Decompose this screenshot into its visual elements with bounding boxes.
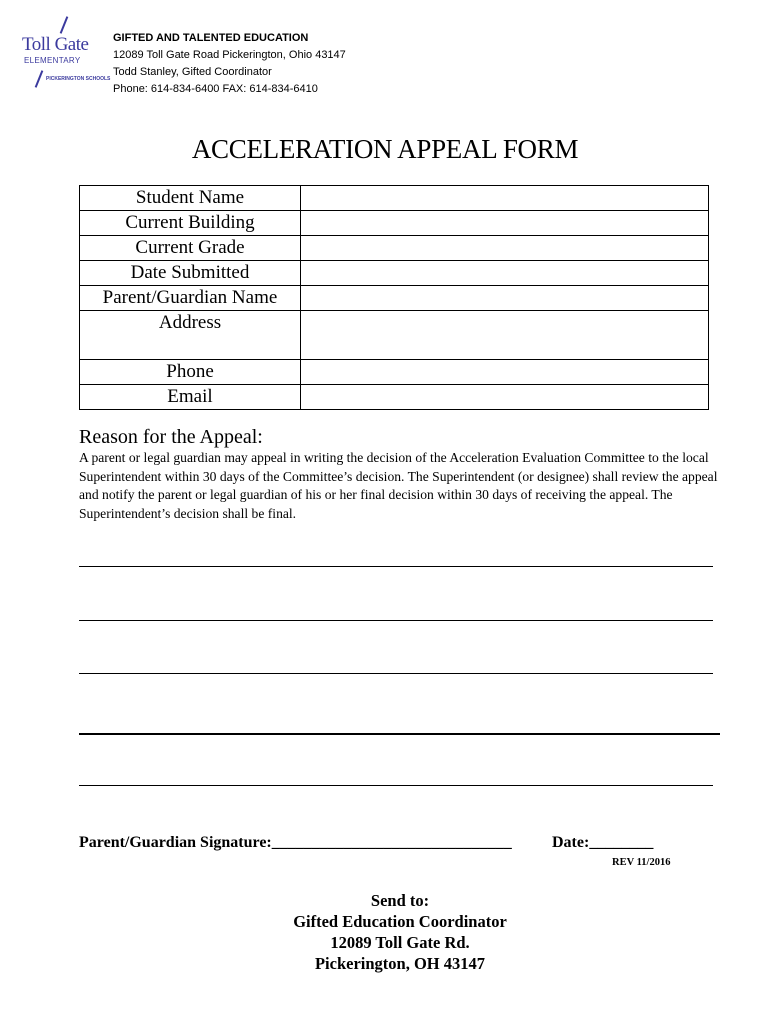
table-row: [80, 211, 709, 236]
school-logo: [18, 14, 110, 90]
appeal-policy-text: A parent or legal guardian may appeal in writing the decision of the Acceleration Evaluation Committee to the local Superintendent within 30 days of the Committee’s decision. The Superintendent (or designee) shall review the appeal and notify the parent or legal guardian of his or her final decision within 30 days of receiving the appeal. The Superintendent’s decision shall be final.: [79, 450, 718, 521]
student-name-field[interactable]: [301, 186, 709, 211]
current-grade-field[interactable]: [301, 236, 709, 261]
reason-writing-line[interactable]: [79, 620, 713, 621]
reason-writing-line[interactable]: [79, 566, 713, 567]
address-field[interactable]: [301, 311, 709, 360]
send-to-recipient: Gifted Education Coordinator: [293, 912, 507, 931]
table-row: [80, 186, 709, 211]
reason-writing-line[interactable]: [79, 733, 720, 735]
address-label: Address: [80, 311, 301, 360]
date-submitted-field[interactable]: [301, 261, 709, 286]
table-row: [80, 385, 709, 410]
reason-writing-line[interactable]: [79, 785, 713, 786]
revision-label: REV 11/2016: [612, 857, 671, 868]
table-row: [80, 286, 709, 311]
table-row: [80, 311, 709, 360]
logo-subtitle: ELEMENTARY: [24, 56, 81, 65]
email-field[interactable]: [301, 385, 709, 410]
parent-signature-line[interactable]: Parent/Guardian Signature:______________________________: [79, 834, 512, 851]
school-address: 12089 Toll Gate Road Pickerington, Ohio 43147: [113, 49, 346, 61]
logo-slash-icon: [35, 70, 44, 87]
email-label: Email: [80, 385, 301, 410]
table-row: [80, 261, 709, 286]
coordinator-name: Todd Stanley, Gifted Coordinator: [113, 66, 272, 78]
current-building-field[interactable]: [301, 211, 709, 236]
program-name: GIFTED AND TALENTED EDUCATION: [113, 32, 309, 44]
reason-heading: Reason for the Appeal:: [79, 426, 263, 448]
logo-district: PICKERINGTON SCHOOLS: [46, 76, 111, 82]
parent-guardian-name-label: Parent/Guardian Name: [80, 286, 301, 311]
send-to-block: [0, 890, 770, 974]
form-title: ACCELERATION APPEAL FORM: [191, 134, 579, 164]
current-grade-label: Current Grade: [80, 236, 301, 261]
signature-date-line[interactable]: Date:________: [552, 834, 654, 851]
send-to-heading: Send to:: [370, 891, 430, 910]
student-name-label: Student Name: [80, 186, 301, 211]
letterhead: [113, 30, 346, 98]
phone-field[interactable]: [301, 360, 709, 385]
table-row: [80, 236, 709, 261]
phone-fax: Phone: 614-834-6400 FAX: 614-834-6410: [113, 83, 318, 95]
table-row: [80, 360, 709, 385]
current-building-label: Current Building: [80, 211, 301, 236]
date-submitted-label: Date Submitted: [80, 261, 301, 286]
send-to-city: Pickerington, OH 43147: [314, 954, 486, 973]
phone-label: Phone: [80, 360, 301, 385]
reason-writing-line[interactable]: [79, 673, 713, 674]
send-to-street: 12089 Toll Gate Rd.: [330, 933, 470, 952]
logo-slash-icon: [60, 16, 69, 33]
logo-name: Toll Gate: [22, 34, 89, 55]
parent-guardian-name-field[interactable]: [301, 286, 709, 311]
student-info-table: [79, 185, 709, 410]
